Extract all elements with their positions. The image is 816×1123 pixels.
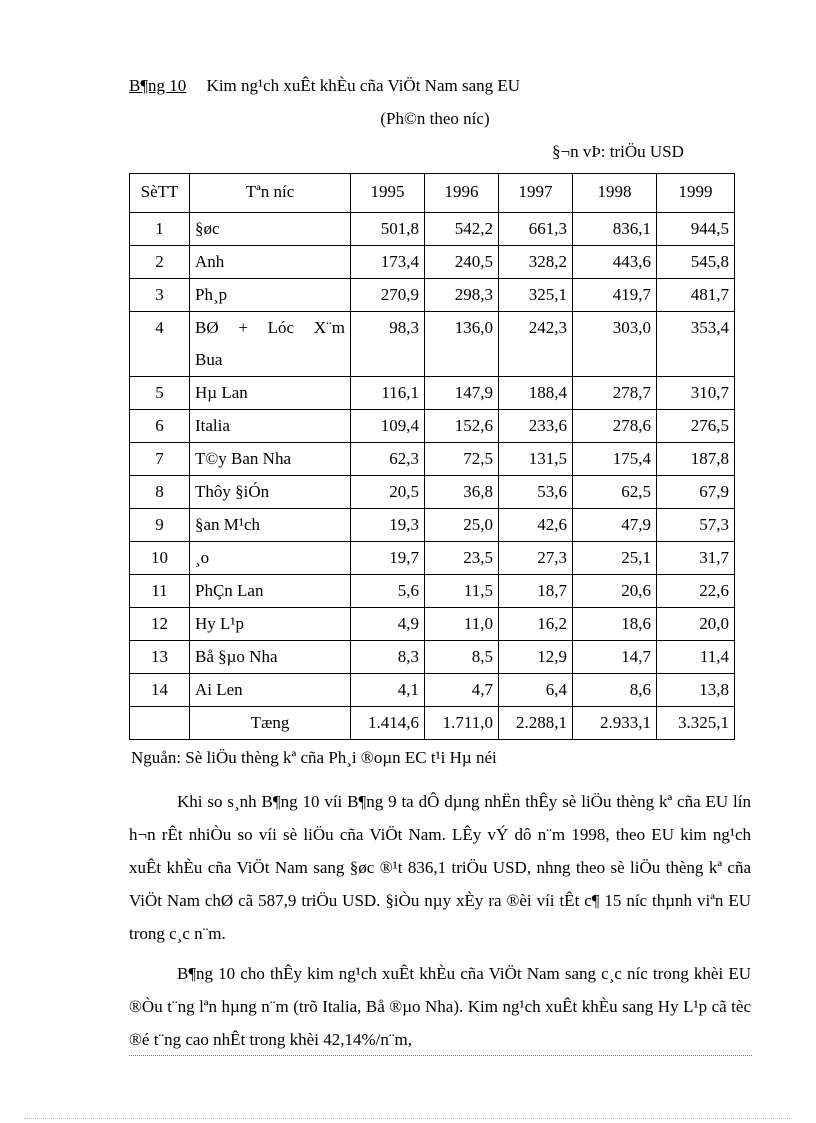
cell-value: 109,4 [351, 410, 425, 443]
table-source: Nguån: Sè liÖu thèng kª cña Ph¸i ®oµn EC t¹i Hµ néi [131, 748, 497, 767]
cell-stt: 14 [130, 674, 190, 707]
header-1998: 1998 [573, 174, 657, 213]
table-row [130, 279, 735, 312]
cell-value: 116,1 [351, 377, 425, 410]
cell-value: 20,5 [351, 476, 425, 509]
table-row [130, 608, 735, 641]
cell-value: 16,2 [499, 608, 573, 641]
cell-country: §øc [190, 213, 351, 246]
cell-value: 419,7 [573, 279, 657, 312]
cell-value: 25,1 [573, 542, 657, 575]
cell-stt: 1 [130, 213, 190, 246]
cell-value: 27,3 [499, 542, 573, 575]
table-subtitle: (Ph©n theo níc) [380, 109, 490, 128]
cell-country: PhÇn Lan [190, 575, 351, 608]
cell-stt: 4 [130, 312, 190, 377]
cell-country: Ph¸p [190, 279, 351, 312]
cell-stt: 6 [130, 410, 190, 443]
cell-value: 11,0 [425, 608, 499, 641]
cell-value: 47,9 [573, 509, 657, 542]
cell-value: 19,3 [351, 509, 425, 542]
header-1999: 1999 [657, 174, 735, 213]
header-1997: 1997 [499, 174, 573, 213]
table-row [130, 476, 735, 509]
cell-stt: 2 [130, 246, 190, 279]
cell-value: 18,7 [499, 575, 573, 608]
cell-value: 5,6 [351, 575, 425, 608]
cell-stt: 8 [130, 476, 190, 509]
cell-stt: 10 [130, 542, 190, 575]
cell-value: 278,6 [573, 410, 657, 443]
body-paragraph [129, 957, 751, 1056]
body-paragraph [129, 785, 751, 950]
cell-value: 136,0 [425, 312, 499, 377]
total-value: 1.711,0 [425, 707, 499, 740]
cell-value: 36,8 [425, 476, 499, 509]
cell-value: 188,4 [499, 377, 573, 410]
cell-stt: 3 [130, 279, 190, 312]
cell-value: 242,3 [499, 312, 573, 377]
cell-stt: 9 [130, 509, 190, 542]
cell-value: 542,2 [425, 213, 499, 246]
cell-value: 53,6 [499, 476, 573, 509]
cell-stt: 5 [130, 377, 190, 410]
cell-country: Anh [190, 246, 351, 279]
table-row [130, 674, 735, 707]
cell-value: 22,6 [657, 575, 735, 608]
total-label: Tæng [190, 707, 351, 740]
cell-value: 173,4 [351, 246, 425, 279]
table-row [130, 410, 735, 443]
cell-stt: 11 [130, 575, 190, 608]
country-name-line1: BØ + Lóc X¨m [195, 318, 345, 337]
cell-value: 353,4 [657, 312, 735, 377]
cell-value: 98,3 [351, 312, 425, 377]
table-caption [129, 76, 520, 96]
table-title: Kim ng¹ch xuÊt khÈu cña ViÖt Nam sang EU [206, 76, 521, 95]
cell-value: 661,3 [499, 213, 573, 246]
footer-divider [129, 1055, 752, 1056]
table-row [130, 542, 735, 575]
cell-value: 42,6 [499, 509, 573, 542]
cell-value: 11,4 [657, 641, 735, 674]
cell-value: 13,8 [657, 674, 735, 707]
cell-value: 20,6 [573, 575, 657, 608]
cell-value: 8,3 [351, 641, 425, 674]
cell-value: 147,9 [425, 377, 499, 410]
cell-value: 8,6 [573, 674, 657, 707]
cell-value: 836,1 [573, 213, 657, 246]
cell-value: 62,5 [573, 476, 657, 509]
cell-country: Hµ Lan [190, 377, 351, 410]
cell-value: 12,9 [499, 641, 573, 674]
cell-value: 240,5 [425, 246, 499, 279]
cell-value: 328,2 [499, 246, 573, 279]
cell-value: 270,9 [351, 279, 425, 312]
cell-value: 131,5 [499, 443, 573, 476]
country-name-line2: Bua [195, 350, 223, 369]
cell-value: 11,5 [425, 575, 499, 608]
cell-value: 545,8 [657, 246, 735, 279]
cell-value: 187,8 [657, 443, 735, 476]
table-row [130, 443, 735, 476]
cell-value: 72,5 [425, 443, 499, 476]
paragraph-text: Khi so s¸nh B¶ng 10 víi B¶ng 9 ta dÔ dµng nhËn thÊy sè liÖu thèng kª cña EU lín h¬n rÊt nhiÒu so víi sè liÖu cña ViÖt Nam. LÊy vÝ dô n¨m 1998, theo EU kim ng¹ch xuÊt khÈu cña ViÖt Nam sang §øc ®¹t 836,1 triÖu USD, nhng theo sè liÖu thèng kª cña ViÖt Nam chØ cã 587,9 triÖu USD. §iÒu nµy xÈy ra ®èi víi tÊt c¶ 15 níc thµnh viªn EU trong c¸c n¨m. [129, 792, 751, 943]
cell-value: 25,0 [425, 509, 499, 542]
header-stt: SèTT [130, 174, 190, 213]
table-row [130, 377, 735, 410]
cell-value: 233,6 [499, 410, 573, 443]
cell-value: 152,6 [425, 410, 499, 443]
cell-country: ¸o [190, 542, 351, 575]
table-row [130, 213, 735, 246]
cell-empty [130, 707, 190, 740]
table-total-row [130, 707, 735, 740]
table-row [130, 246, 735, 279]
cell-country [190, 312, 351, 377]
total-value: 1.414,6 [351, 707, 425, 740]
cell-value: 4,9 [351, 608, 425, 641]
cell-value: 175,4 [573, 443, 657, 476]
table-row [130, 575, 735, 608]
cell-value: 4,1 [351, 674, 425, 707]
cell-value: 31,7 [657, 542, 735, 575]
cell-country: Thôy §iÓn [190, 476, 351, 509]
cell-value: 944,5 [657, 213, 735, 246]
cell-country: §an M¹ch [190, 509, 351, 542]
cell-country: Italia [190, 410, 351, 443]
cell-country: Bå §µo Nha [190, 641, 351, 674]
cell-country: T©y Ban Nha [190, 443, 351, 476]
total-value: 2.288,1 [499, 707, 573, 740]
cell-stt: 13 [130, 641, 190, 674]
cell-value: 14,7 [573, 641, 657, 674]
cell-value: 67,9 [657, 476, 735, 509]
cell-stt: 7 [130, 443, 190, 476]
header-country: Tªn níc [190, 174, 351, 213]
unit-note: §¬n vÞ: triÖu USD [552, 142, 684, 161]
cell-value: 57,3 [657, 509, 735, 542]
table-row [130, 509, 735, 542]
table-row [130, 312, 735, 377]
cell-value: 8,5 [425, 641, 499, 674]
cell-stt: 12 [130, 608, 190, 641]
total-value: 2.933,1 [573, 707, 657, 740]
page-bottom-divider [24, 1118, 792, 1119]
cell-value: 303,0 [573, 312, 657, 377]
header-1995: 1995 [351, 174, 425, 213]
cell-value: 4,7 [425, 674, 499, 707]
table-header-row [130, 174, 735, 213]
table-number: B¶ng 10 [129, 76, 187, 95]
cell-value: 310,7 [657, 377, 735, 410]
cell-value: 19,7 [351, 542, 425, 575]
cell-value: 23,5 [425, 542, 499, 575]
cell-value: 18,6 [573, 608, 657, 641]
export-table [129, 173, 735, 740]
cell-value: 276,5 [657, 410, 735, 443]
cell-value: 501,8 [351, 213, 425, 246]
table-row [130, 641, 735, 674]
header-1996: 1996 [425, 174, 499, 213]
cell-value: 298,3 [425, 279, 499, 312]
cell-value: 481,7 [657, 279, 735, 312]
cell-value: 278,7 [573, 377, 657, 410]
cell-value: 6,4 [499, 674, 573, 707]
cell-value: 62,3 [351, 443, 425, 476]
cell-value: 443,6 [573, 246, 657, 279]
cell-country: Ai Len [190, 674, 351, 707]
cell-value: 20,0 [657, 608, 735, 641]
cell-country: Hy L¹p [190, 608, 351, 641]
paragraph-text: B¶ng 10 cho thÊy kim ng¹ch xuÊt khÈu cña ViÖt Nam sang c¸c níc trong khèi EU ®Òu t¨ng lªn hµng n¨m (trõ Italia, Bå ®µo Nha). Kim ng¹ch xuÊt khÈu sang Hy L¹p cã tèc ®é t¨ng cao nhÊt trong khèi 42,14%/n¨m, [129, 964, 751, 1049]
cell-value: 325,1 [499, 279, 573, 312]
total-value: 3.325,1 [657, 707, 735, 740]
